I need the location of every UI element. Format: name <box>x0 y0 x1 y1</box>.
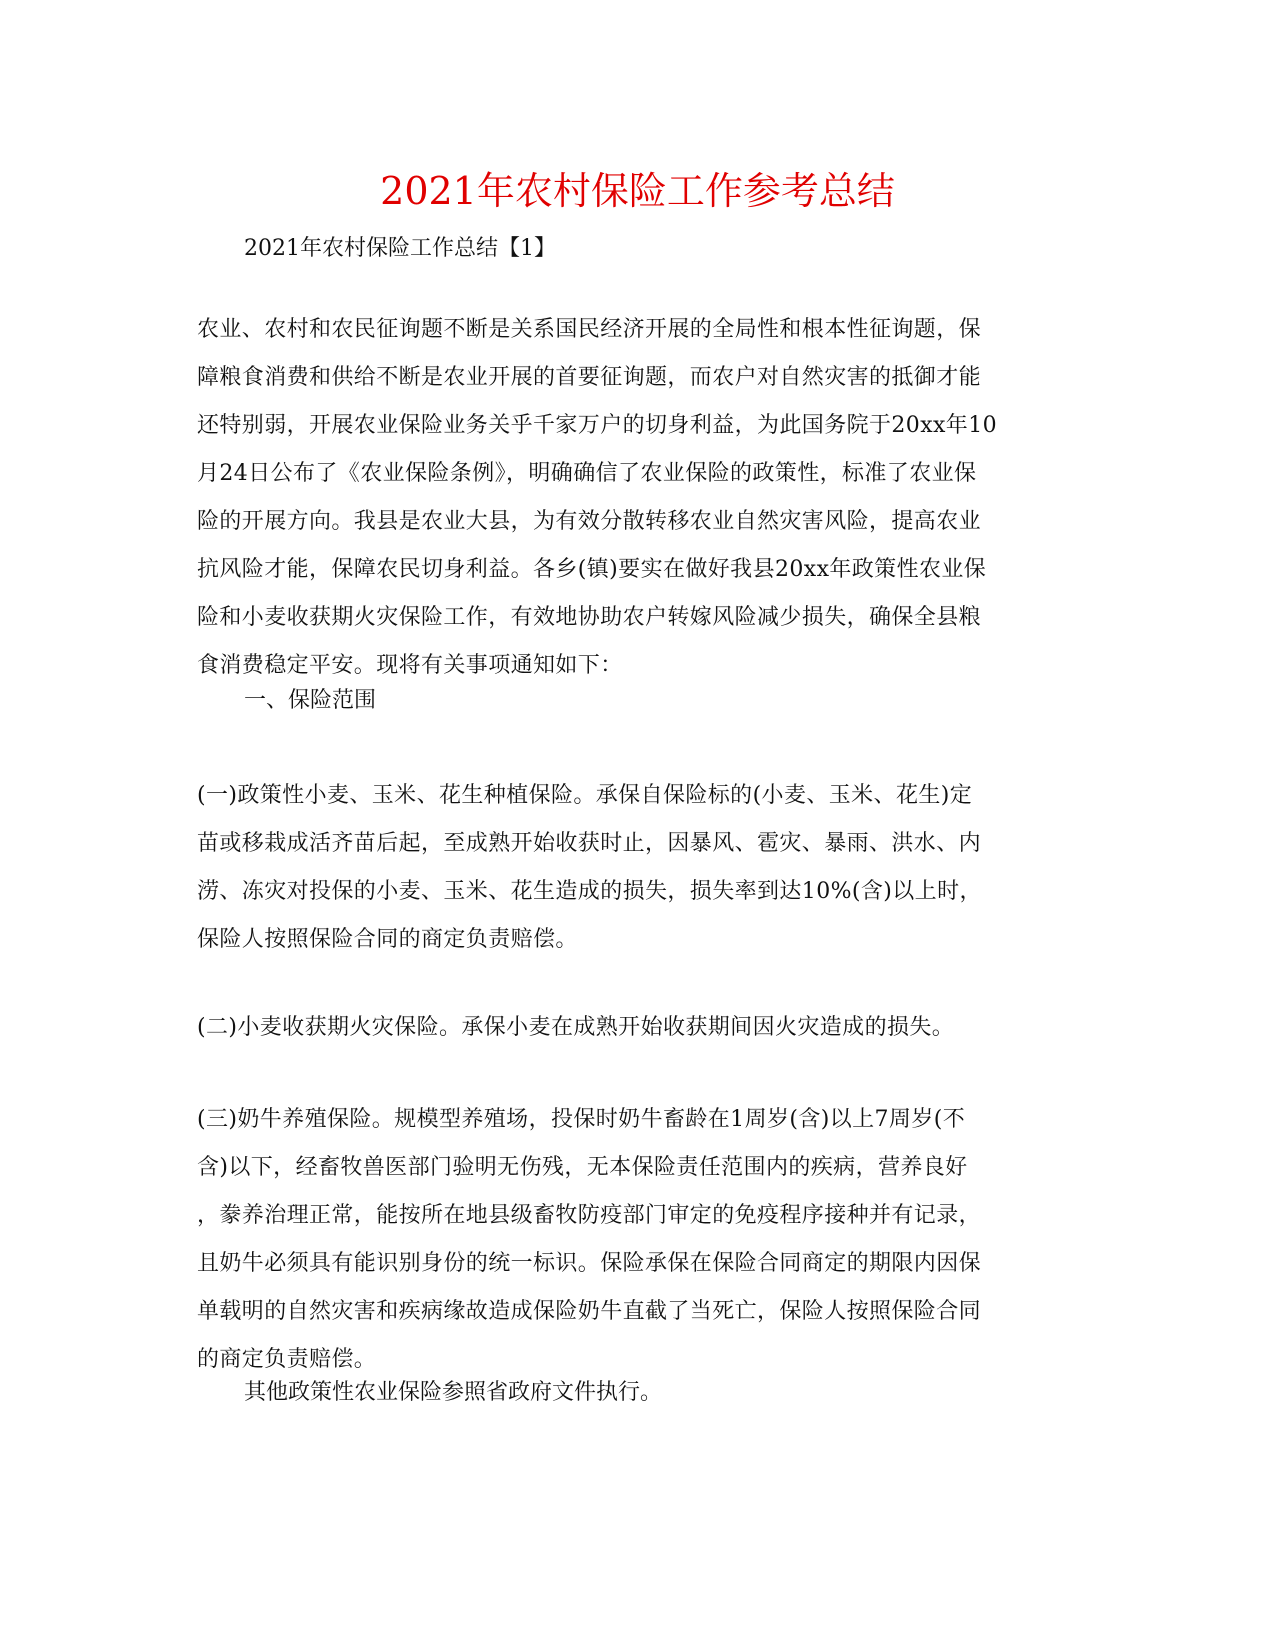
item-2-line: (二)小麦收获期火灾保险。承保小麦在成熟开始收获期间因火灾造成的损失。 <box>197 1015 955 1040</box>
section-heading: 一、保险范围 <box>244 688 377 713</box>
item-1-line: 苗或移栽成活齐苗后起，至成熟开始收获时止，因暴风、雹灾、暴雨、洪水、内 <box>197 831 982 856</box>
item-1-paragraph <box>197 772 1082 964</box>
intro-line: 险和小麦收获期火灾保险工作，有效地协助农户转嫁风险减少损失，确保全县粮 <box>197 605 982 630</box>
item-3-paragraph <box>197 1096 1082 1384</box>
closing-paragraph: 其他政策性农业保险参照省政府文件执行。 <box>244 1380 663 1405</box>
intro-line: 农业、农村和农民征询题不断是关系国民经济开展的全局性和根本性征询题，保 <box>197 317 982 342</box>
item-2-paragraph <box>197 1004 1082 1052</box>
item-3-line: ，豢养治理正常，能按所在地县级畜牧防疫部门审定的免疫程序接种并有记录， <box>197 1203 982 1228</box>
intro-line: 月24日公布了《农业保险条例》，明确确信了农业保险的政策性，标准了农业保 <box>197 461 977 486</box>
intro-line: 还特别弱，开展农业保险业务关乎千家万户的切身利益，为此国务院于20xx年10 <box>197 413 998 438</box>
item-1-line: 涝、冻灾对投保的小麦、玉米、花生造成的损失，损失率到达10%(含)以上时， <box>197 879 982 904</box>
item-3-line: (三)奶牛养殖保险。规模型养殖场，投保时奶牛畜龄在1周岁(含)以上7周岁(不 <box>197 1107 966 1132</box>
intro-line: 险的开展方向。我县是农业大县，为有效分散转移农业自然灾害风险，提高农业 <box>197 509 982 534</box>
item-1-line: (一)政策性小麦、玉米、花生种植保险。承保自保险标的(小麦、玉米、花生)定 <box>197 783 973 808</box>
item-3-line: 单载明的自然灾害和疾病缘故造成保险奶牛直截了当死亡，保险人按照保险合同 <box>197 1299 982 1324</box>
item-3-line: 且奶牛必须具有能识别身份的统一标识。保险承保在保险合同商定的期限内因保 <box>197 1251 982 1276</box>
intro-paragraph <box>197 306 1082 690</box>
intro-line: 食消费稳定平安。现将有关事项通知如下： <box>197 653 623 678</box>
item-3-line: 含)以下，经畜牧兽医部门验明无伤残，无本保险责任范围内的疾病，营养良好 <box>197 1155 968 1180</box>
intro-line: 抗风险才能，保障农民切身利益。各乡(镇)要实在做好我县20xx年政策性农业保 <box>197 557 987 582</box>
document-title: 2021年农村保险工作参考总结 <box>380 169 895 213</box>
intro-line: 障粮食消费和供给不断是农业开展的首要征询题，而农户对自然灾害的抵御才能 <box>197 365 982 390</box>
item-1-line: 保险人按照保险合同的商定负责赔偿。 <box>197 927 578 952</box>
item-3-line: 的商定负责赔偿。 <box>197 1347 377 1372</box>
document-subtitle: 2021年农村保险工作总结【1】 <box>244 236 556 261</box>
